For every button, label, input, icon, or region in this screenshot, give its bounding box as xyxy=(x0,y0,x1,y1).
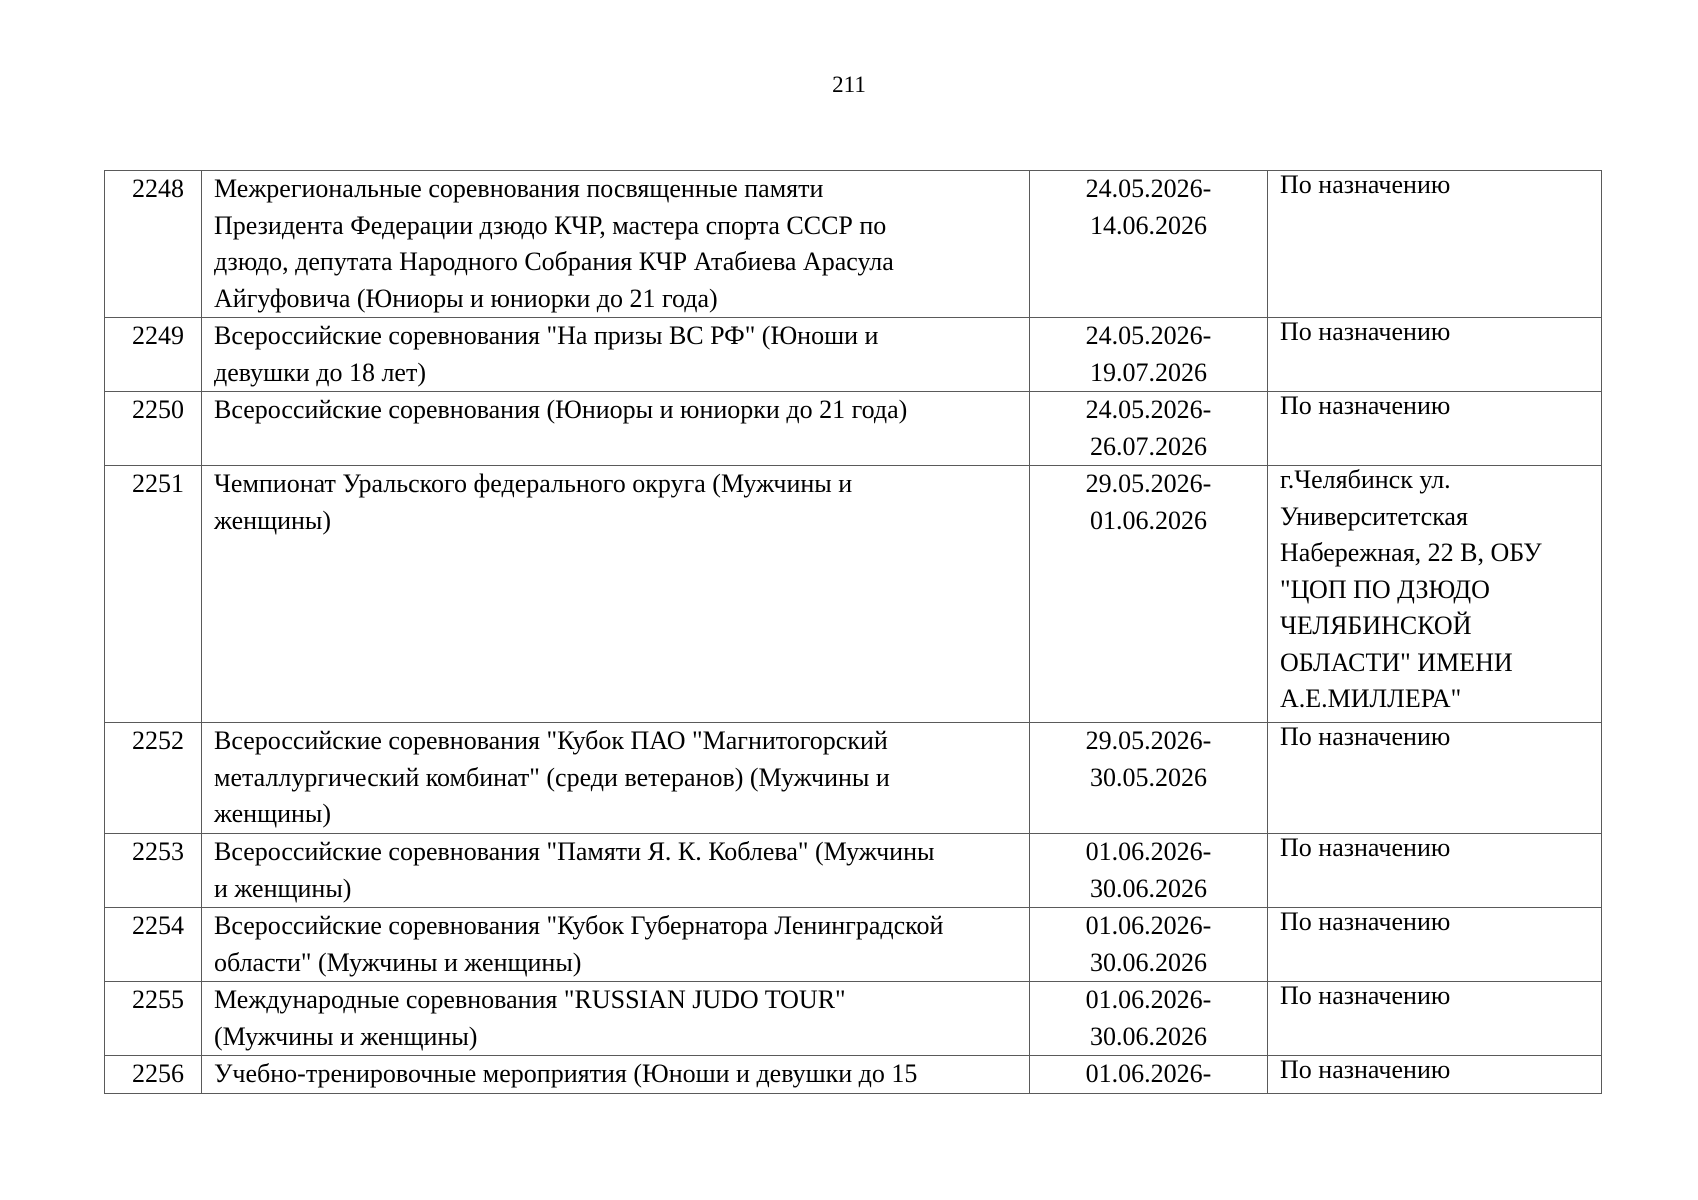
table-row xyxy=(105,392,1602,466)
event-place: По назначению xyxy=(1268,982,1602,1056)
table-row xyxy=(105,466,1602,723)
event-dates: 01.06.2026- 30.06.2026 xyxy=(1030,908,1268,982)
event-dates: 24.05.2026- 26.07.2026 xyxy=(1030,392,1268,466)
event-place: По назначению xyxy=(1268,834,1602,908)
table-row xyxy=(105,171,1602,318)
event-number: 2252 xyxy=(105,723,202,834)
event-place: По назначению xyxy=(1268,318,1602,392)
events-table-body xyxy=(105,171,1602,1094)
event-number: 2248 xyxy=(105,171,202,318)
table-row xyxy=(105,908,1602,982)
table-row xyxy=(105,318,1602,392)
event-name: Всероссийские соревнования (Юниоры и юниорки до 21 года) xyxy=(202,392,1030,466)
event-dates: 01.06.2026- 30.06.2026 xyxy=(1030,834,1268,908)
event-place: По назначению xyxy=(1268,1056,1602,1094)
table-row xyxy=(105,834,1602,908)
event-name: Учебно-тренировочные мероприятия (Юноши и девушки до 15 xyxy=(202,1056,1030,1094)
event-place: По назначению xyxy=(1268,723,1602,834)
event-dates: 29.05.2026- 30.05.2026 xyxy=(1030,723,1268,834)
page-number: 211 xyxy=(832,72,866,97)
event-place: По назначению xyxy=(1268,392,1602,466)
event-dates: 24.05.2026- 19.07.2026 xyxy=(1030,318,1268,392)
event-name: Всероссийские соревнования "Кубок ПАО "Магнитогорский металлургический комбинат" (среди ветеранов) (Мужчины и женщины) xyxy=(202,723,1030,834)
events-table xyxy=(104,170,1602,1094)
event-name: Чемпионат Уральского федерального округа (Мужчины и женщины) xyxy=(202,466,1030,723)
event-dates: 29.05.2026- 01.06.2026 xyxy=(1030,466,1268,723)
event-dates: 01.06.2026- 30.06.2026 xyxy=(1030,982,1268,1056)
event-dates: 01.06.2026- xyxy=(1030,1056,1268,1094)
table-row xyxy=(105,982,1602,1056)
event-name: Всероссийские соревнования "На призы ВС РФ" (Юноши и девушки до 18 лет) xyxy=(202,318,1030,392)
event-place: По назначению xyxy=(1268,908,1602,982)
event-number: 2251 xyxy=(105,466,202,723)
event-place: По назначению xyxy=(1268,171,1602,318)
event-number: 2250 xyxy=(105,392,202,466)
event-number: 2256 xyxy=(105,1056,202,1094)
event-number: 2255 xyxy=(105,982,202,1056)
event-name: Всероссийские соревнования "Кубок Губернатора Ленинградской области" (Мужчины и женщины) xyxy=(202,908,1030,982)
event-number: 2249 xyxy=(105,318,202,392)
event-place: г.Челябинск ул. Университетская Набережная, 22 В, ОБУ "ЦОП ПО ДЗЮДО ЧЕЛЯБИНСКОЙ ОБЛАСТИ" ИМЕНИ А.Е.МИЛЛЕРА" xyxy=(1268,466,1602,723)
event-name: Всероссийские соревнования "Памяти Я. К. Коблева" (Мужчины и женщины) xyxy=(202,834,1030,908)
event-name: Международные соревнования "RUSSIAN JUDO TOUR" (Мужчины и женщины) xyxy=(202,982,1030,1056)
event-number: 2254 xyxy=(105,908,202,982)
table-row xyxy=(105,1056,1602,1094)
table-row xyxy=(105,723,1602,834)
event-number: 2253 xyxy=(105,834,202,908)
event-name: Межрегиональные соревнования посвященные памяти Президента Федерации дзюдо КЧР, мастера спорта СССР по дзюдо, депутата Народного Собрания КЧР Атабиева Арасула Айгуфовича (Юниоры и юниорки до 21 года) xyxy=(202,171,1030,318)
event-dates: 24.05.2026- 14.06.2026 xyxy=(1030,171,1268,318)
